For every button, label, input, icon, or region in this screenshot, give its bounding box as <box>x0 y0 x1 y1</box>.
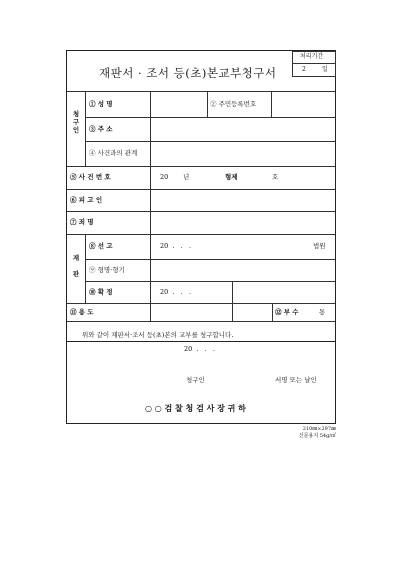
case-type: 형제 <box>225 173 238 181</box>
signer-label: 청구인 <box>186 376 205 384</box>
processing-period-unit: 일 <box>322 66 328 73</box>
case-no-unit: 호 <box>272 173 279 181</box>
case-year-unit: 년 <box>183 173 190 181</box>
divider <box>85 281 335 282</box>
divider <box>85 141 335 142</box>
rrn-label: ② 주민등록번호 <box>210 100 257 108</box>
processing-period-label: 처리기간 <box>300 53 324 60</box>
paper-type: 신문용지 54g/㎡ <box>298 433 336 439</box>
divider <box>67 91 335 92</box>
divider <box>67 211 335 212</box>
request-sentence: 위와 같이 재판서·조서 등(초)본의 교부를 청구합니다. <box>82 331 234 339</box>
address-label: ③ 주 소 <box>89 125 113 133</box>
accused-label: ⑥ 피 고 인 <box>70 196 103 204</box>
copies-label: ⑫ 부 수 <box>275 308 299 316</box>
divider <box>150 91 151 303</box>
divider <box>150 303 151 321</box>
divider <box>85 234 86 303</box>
divider <box>67 189 335 190</box>
copies-unit: 통 <box>319 308 326 316</box>
divider <box>67 234 335 235</box>
court-label: 법원 <box>313 242 326 250</box>
divider <box>232 281 233 303</box>
divider <box>67 166 335 167</box>
sentence-label: ⑧ 선 고 <box>89 242 113 250</box>
form-title: 재판서 · 조서 등(초)본교부청구서 <box>99 66 277 80</box>
divider <box>207 91 208 117</box>
relation-label: ④ 사건과의 관계 <box>89 149 138 157</box>
addressee: ○ ○ 검 찰 청 검 사 장 귀 하 <box>145 403 246 413</box>
divider <box>292 63 336 64</box>
name-label: ① 성 명 <box>89 100 113 108</box>
paper-size: 210㎜×297㎜ <box>302 426 336 432</box>
divider <box>85 259 335 260</box>
purpose-label: ⑪ 용 도 <box>70 308 94 316</box>
divider <box>67 303 335 304</box>
final-label: ⑩ 확 정 <box>89 288 113 296</box>
divider <box>232 303 233 321</box>
divider <box>85 91 86 166</box>
sign-label: 서명 또는 날인 <box>275 376 317 384</box>
judgment-group-label: 재판 <box>72 254 80 278</box>
divider <box>271 91 272 117</box>
final-date: 20 . . . <box>160 288 191 296</box>
divider <box>85 117 335 118</box>
request-date: 20 . . . <box>184 345 215 353</box>
request-form <box>66 50 336 342</box>
sentence-date: 20 . . . <box>160 242 191 250</box>
divider <box>272 303 273 321</box>
processing-period-value: 2 <box>302 66 306 73</box>
applicant-group-label: 청구인 <box>72 110 80 134</box>
case-year-prefix: 20 <box>160 173 169 181</box>
penalty-label: ⑨ 형명·형기 <box>89 266 125 274</box>
case-number-label: ⑤ 사 건 번 호 <box>70 173 111 181</box>
charge-label: ⑦ 죄 명 <box>70 218 94 226</box>
divider <box>67 321 335 322</box>
